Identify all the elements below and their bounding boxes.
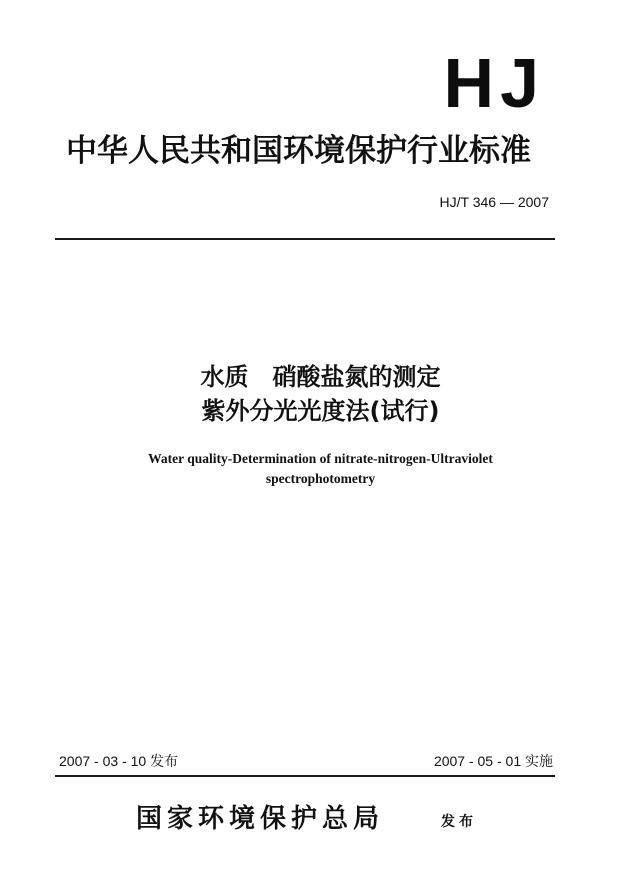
hj-logo: HJ xyxy=(443,44,545,122)
title-chinese-line-2: 紫外分光光度法(试行) xyxy=(201,397,440,425)
title-english-line-2: spectrophotometry xyxy=(265,471,376,486)
issuer-heading: 中华人民共和国环境保护行业标准 xyxy=(66,133,531,169)
standard-number: HJ/T 346 — 2007 xyxy=(439,194,549,210)
implementation-date: 2007 - 05 - 01 实施 xyxy=(433,753,553,769)
title-english-line-1: Water quality-Determination of nitrate-nitrogen-Ultraviolet xyxy=(148,451,493,466)
issuing-authority: 国家环境保护总局 xyxy=(136,804,385,834)
footer-divider xyxy=(55,775,555,777)
header-divider xyxy=(55,238,555,240)
issue-date: 2007 - 03 - 10 发布 xyxy=(59,753,179,769)
publish-label: 发布 xyxy=(441,814,477,830)
title-chinese-line-1: 水质 硝酸盐氮的测定 xyxy=(200,363,441,391)
